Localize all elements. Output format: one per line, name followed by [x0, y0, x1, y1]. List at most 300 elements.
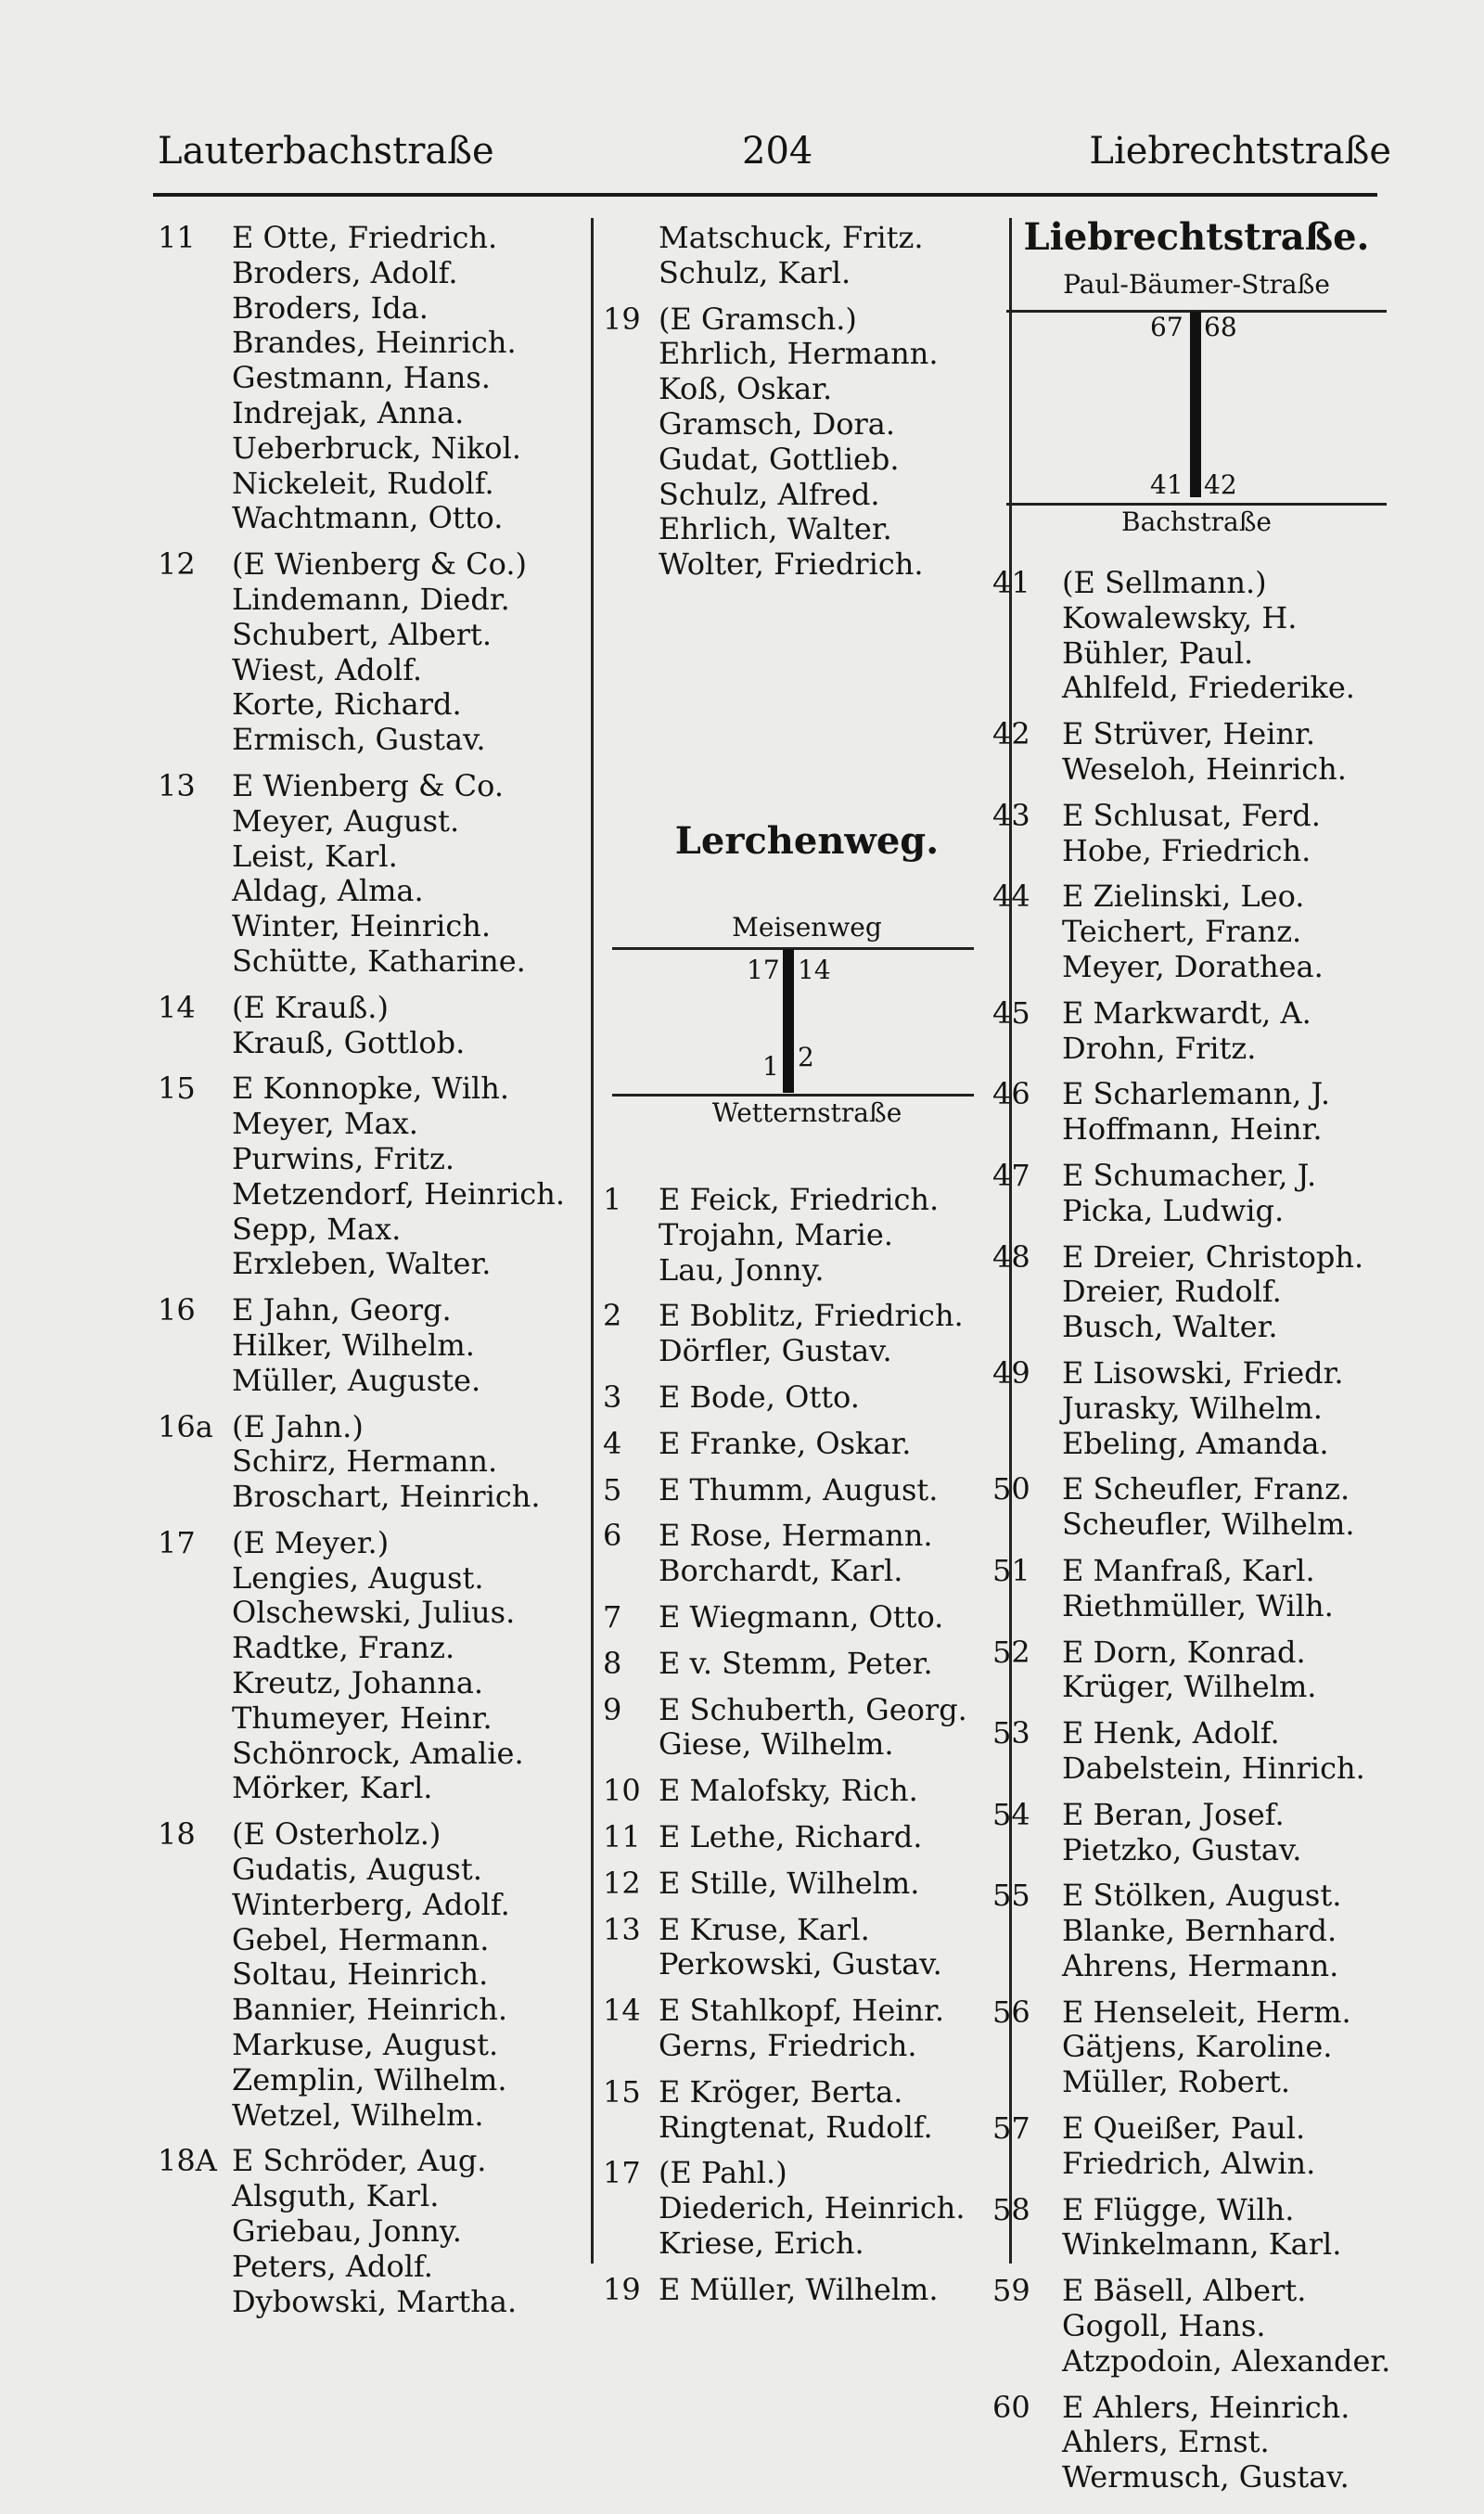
house-number: 4 — [603, 1425, 622, 1461]
house-number: 57 — [992, 2110, 1030, 2147]
directory-entry — [158, 1444, 603, 1480]
resident-name: Ehrlich, Hermann. — [659, 336, 939, 372]
directory-entry — [158, 547, 603, 583]
directory-entry — [992, 2193, 1401, 2228]
directory-entry — [603, 1218, 1011, 1253]
house-number: 9 — [603, 1691, 622, 1727]
directory-entry — [158, 1817, 603, 1853]
directory-entry — [992, 601, 1401, 636]
resident-name: Lau, Jonny. — [659, 1251, 825, 1288]
resident-name: Winterberg, Adolf. — [232, 1886, 510, 1922]
resident-name: Ringtenat, Rudolf. — [659, 2109, 933, 2145]
directory-entry — [992, 1589, 1401, 1624]
directory-entry — [992, 1392, 1401, 1427]
directory-entry — [992, 1275, 1401, 1310]
resident-name: Wachtmann, Otto. — [232, 500, 504, 536]
resident-name: Gramsch, Dora. — [659, 405, 896, 442]
directory-entry — [992, 1310, 1401, 1345]
resident-name: E Stille, Wilhelm. — [659, 1865, 920, 1901]
house-number: 58 — [992, 2191, 1030, 2227]
house-number: 16 — [158, 1292, 196, 1328]
resident-name: Meyer, Max. — [232, 1106, 418, 1142]
resident-name: Trojahn, Marie. — [659, 1216, 893, 1252]
directory-entry — [992, 1949, 1401, 1984]
resident-name: Gogoll, Hans. — [1062, 2308, 1266, 2344]
house-number: 49 — [992, 1354, 1030, 1391]
house-number: 11 — [158, 220, 196, 255]
directory-entry — [992, 1914, 1401, 1949]
house-number: 14 — [603, 1993, 641, 2029]
resident-name: Riethmüller, Wilh. — [1062, 1587, 1334, 1623]
resident-name: E Lethe, Richard. — [659, 1818, 923, 1854]
house-number: 3 — [603, 1379, 622, 1415]
resident-name: Kowalewsky, H. — [1062, 599, 1298, 635]
directory-entry — [158, 2250, 603, 2285]
liebrechtstrasse-residents — [992, 566, 1401, 2495]
resident-name: E Schröder, Aug. — [232, 2143, 487, 2179]
directory-entry — [158, 221, 603, 256]
resident-name: E Lisowski, Friedr. — [1062, 1354, 1344, 1391]
directory-entry — [158, 840, 603, 875]
directory-entry — [992, 2111, 1401, 2147]
resident-name: Ahlfeld, Friederike. — [1062, 670, 1355, 706]
resident-name: E Stahlkopf, Heinr. — [659, 1993, 945, 2029]
resident-name: Alsguth, Karl. — [232, 2178, 440, 2214]
directory-entry — [603, 2156, 1011, 2191]
resident-name: E Manfraß, Karl. — [1062, 1552, 1315, 1588]
resident-name: Jurasky, Wilhelm. — [1062, 1390, 1323, 1426]
resident-name: Leist, Karl. — [232, 838, 398, 874]
resident-name: Müller, Auguste. — [232, 1362, 481, 1398]
directory-entry — [158, 1247, 603, 1282]
directory-entry — [992, 1112, 1401, 1148]
resident-name: Broschart, Heinrich. — [232, 1479, 541, 1515]
resident-name: Ermisch, Gustav. — [232, 722, 486, 758]
house-number: 10 — [603, 1773, 641, 1809]
header-right-street: Liebrechtstraße — [1089, 130, 1391, 173]
resident-name: Winter, Heinrich. — [232, 908, 492, 944]
resident-name: E Dorn, Konrad. — [1062, 1634, 1306, 1670]
resident-name: Müller, Robert. — [1062, 2064, 1291, 2100]
directory-entry — [992, 1240, 1401, 1276]
resident-name: E Schumacher, J. — [1062, 1157, 1317, 1193]
directory-entry — [603, 1820, 1011, 1855]
header-rule — [153, 193, 1377, 197]
directory-entry — [603, 407, 1011, 443]
house-number: 50 — [992, 1471, 1030, 1507]
house-number: 42 — [992, 716, 1030, 752]
directory-entry — [158, 944, 603, 980]
resident-name: E Boblitz, Friedrich. — [659, 1298, 964, 1334]
directory-entry — [158, 1596, 603, 1631]
resident-name: Ehrlich, Walter. — [659, 511, 892, 547]
directory-entry — [158, 991, 603, 1026]
resident-name: Wermusch, Gustav. — [1062, 2459, 1350, 2495]
house-number: 12 — [603, 1865, 641, 1901]
resident-name: Radtke, Franz. — [232, 1630, 455, 1666]
lerchenweg-residents — [603, 1183, 1011, 2308]
lerchenweg-bottom-street: Wetternstraße — [711, 1097, 902, 1128]
resident-name: Atzpodoin, Alexander. — [1062, 2342, 1391, 2379]
resident-name: E Bode, Otto. — [659, 1379, 860, 1415]
resident-name: E Schlusat, Ferd. — [1062, 797, 1321, 833]
resident-name: Diederich, Heinrich. — [659, 2190, 966, 2226]
directory-entry — [603, 2029, 1011, 2064]
house-number: 52 — [992, 1634, 1030, 1670]
house-number: 44 — [992, 879, 1030, 915]
directory-entry — [158, 804, 603, 840]
house-number: 43 — [992, 797, 1030, 833]
lerchenweg-bottom-bar — [612, 1094, 974, 1097]
directory-entry — [992, 2460, 1401, 2495]
house-number: 15 — [158, 1071, 196, 1107]
directory-entry — [158, 431, 603, 467]
resident-name: Soltau, Heinrich. — [232, 1956, 489, 1993]
house-number: 17 — [158, 1524, 196, 1560]
directory-entry — [158, 1410, 603, 1445]
directory-entry — [992, 996, 1401, 1032]
directory-entry — [158, 687, 603, 723]
house-number: 16a — [158, 1408, 213, 1444]
resident-name: Indrejak, Anna. — [232, 394, 465, 430]
house-number: 15 — [603, 2073, 641, 2110]
directory-entry — [992, 717, 1401, 752]
directory-entry — [603, 1554, 1011, 1589]
directory-entry — [158, 2063, 603, 2098]
resident-name: Dabelstein, Hinrich. — [1062, 1750, 1365, 1786]
resident-name: Dörfler, Gustav. — [659, 1333, 892, 1369]
directory-entry — [992, 834, 1401, 869]
directory-entry — [158, 618, 603, 653]
directory-entry — [603, 2273, 1011, 2308]
directory-entry — [603, 1693, 1011, 1728]
resident-name: Wetzel, Wilhelm. — [232, 2097, 484, 2133]
resident-name: E Henseleit, Herm. — [1062, 1994, 1351, 2030]
resident-name: Zemplin, Wilhelm. — [232, 2061, 507, 2097]
directory-entry — [603, 1913, 1011, 1948]
directory-entry — [158, 1561, 603, 1597]
directory-entry — [158, 467, 603, 502]
directory-entry — [158, 2028, 603, 2063]
directory-entry — [603, 372, 1011, 407]
directory-entry — [603, 2191, 1011, 2226]
resident-name: E Henk, Adolf. — [1062, 1715, 1280, 1751]
resident-name: E Kröger, Berta. — [659, 2073, 903, 2110]
house-number: 46 — [992, 1076, 1030, 1112]
house-number: 45 — [992, 994, 1030, 1031]
directory-entry — [603, 2075, 1011, 2110]
resident-name: Metzendorf, Heinrich. — [232, 1175, 565, 1212]
directory-entry — [603, 1299, 1011, 1334]
resident-name: Ebeling, Amanda. — [1062, 1425, 1329, 1461]
resident-name: Broders, Adolf. — [232, 254, 458, 290]
directory-entry — [603, 1600, 1011, 1635]
house-number: 7 — [603, 1598, 622, 1635]
resident-name: Ahlers, Ernst. — [1062, 2424, 1270, 2460]
resident-name: Wiest, Adolf. — [232, 651, 423, 687]
directory-entry — [158, 291, 603, 327]
directory-entry — [992, 1554, 1401, 1589]
resident-name: Pietzko, Gustav. — [1062, 1831, 1302, 1867]
directory-entry — [158, 1107, 603, 1142]
resident-name: Wolter, Friedrich. — [659, 546, 924, 583]
resident-name: Meyer, August. — [232, 802, 460, 839]
liebrechtstrasse-top-street: Paul-Bäumer-Straße — [1063, 269, 1330, 300]
directory-entry — [992, 2344, 1401, 2379]
house-number: 60 — [992, 2389, 1030, 2425]
directory-entry — [992, 2274, 1401, 2309]
directory-entry — [158, 2179, 603, 2214]
resident-name: Gebel, Hermann. — [232, 1921, 490, 1957]
directory-entry — [992, 1032, 1401, 1067]
directory-entry — [992, 2425, 1401, 2460]
resident-name: Giese, Wilhelm. — [659, 1726, 894, 1763]
house-number: 1 — [603, 1181, 622, 1217]
resident-name: E Strüver, Heinr. — [1062, 716, 1315, 752]
resident-name: Bühler, Paul. — [1062, 635, 1254, 671]
directory-entry — [158, 501, 603, 536]
column-middle — [603, 221, 1011, 2307]
directory-entry — [992, 1798, 1401, 1833]
house-number: 55 — [992, 1878, 1030, 1914]
directory-entry — [158, 1631, 603, 1666]
directory-entry — [992, 1879, 1401, 1914]
liebrechtstrasse-num-bottom-left: 41 — [1150, 469, 1183, 500]
directory-entry — [158, 1071, 603, 1107]
resident-name: (E Osterholz.) — [232, 1816, 441, 1853]
resident-name: Sepp, Max. — [232, 1211, 402, 1247]
resident-name: Gudatis, August. — [232, 1852, 482, 1888]
resident-name: E Jahn, Georg. — [232, 1292, 452, 1328]
directory-entry — [992, 636, 1401, 672]
street-title-lerchenweg: Lerchenweg. — [674, 818, 940, 863]
house-number: 18A — [158, 2143, 217, 2179]
resident-name: Picka, Ludwig. — [1062, 1192, 1285, 1228]
resident-name: (E Pahl.) — [659, 2155, 787, 2191]
directory-entry — [158, 1328, 603, 1364]
resident-name: Hilker, Wilhelm. — [232, 1327, 475, 1363]
resident-name: (E Sellmann.) — [1062, 565, 1267, 600]
resident-name: E Flügge, Wilh. — [1062, 2191, 1295, 2227]
directory-entry — [992, 1833, 1401, 1868]
lerchenweg-num-top-right: 14 — [798, 954, 831, 985]
house-number: 18 — [158, 1816, 196, 1853]
resident-name: Hobe, Friedrich. — [1062, 832, 1311, 868]
directory-entry — [603, 1427, 1011, 1462]
directory-entry — [158, 2144, 603, 2179]
directory-entry — [992, 1995, 1401, 2031]
directory-entry — [603, 1473, 1011, 1508]
lerchenweg-num-top-left: 17 — [747, 954, 780, 985]
directory-entry — [158, 2214, 603, 2250]
directory-entry — [158, 326, 603, 361]
resident-name: E Feick, Friedrich. — [659, 1181, 940, 1217]
lerchenweg-top-street: Meisenweg — [732, 911, 882, 943]
directory-entry — [158, 583, 603, 618]
directory-entry — [992, 2147, 1401, 2182]
directory-entry — [158, 909, 603, 944]
directory-entry — [992, 2391, 1401, 2426]
column-lauterbachstrasse — [158, 221, 603, 2319]
directory-entry — [158, 1923, 603, 1958]
resident-name: E Kruse, Karl. — [659, 1911, 870, 1947]
house-number: 13 — [158, 767, 196, 803]
house-number: 6 — [603, 1518, 622, 1554]
directory-entry — [603, 221, 1011, 256]
directory-entry — [992, 1194, 1401, 1229]
directory-entry — [603, 337, 1011, 372]
resident-name: (E Wienberg & Co.) — [232, 546, 527, 583]
resident-name: Meyer, Dorathea. — [1062, 948, 1324, 984]
resident-name: Griebau, Jonny. — [232, 2213, 462, 2250]
directory-entry — [603, 2226, 1011, 2262]
resident-name: Markuse, August. — [232, 2027, 499, 2063]
house-number: 41 — [992, 565, 1030, 600]
resident-name: E Scharlemann, J. — [1062, 1076, 1331, 1112]
house-number: 19 — [603, 301, 641, 337]
resident-name: Blanke, Bernhard. — [1062, 1913, 1337, 1949]
directory-entry — [158, 2285, 603, 2320]
directory-entry — [992, 799, 1401, 834]
directory-entry — [158, 1771, 603, 1806]
house-number: 51 — [992, 1552, 1030, 1588]
directory-entry — [158, 769, 603, 804]
liebrechtstrasse-num-bottom-right: 42 — [1204, 469, 1237, 500]
resident-name: Erxleben, Walter. — [232, 1246, 492, 1282]
resident-name: E Otte, Friedrich. — [232, 220, 498, 255]
house-number: 11 — [603, 1818, 641, 1854]
resident-name: Mörker, Karl. — [232, 1770, 433, 1806]
resident-name: E Franke, Oskar. — [659, 1425, 912, 1461]
directory-entry — [158, 1212, 603, 1248]
house-number: 12 — [158, 546, 196, 583]
directory-entry — [992, 1356, 1401, 1392]
directory-entry — [158, 1666, 603, 1701]
resident-name: E Markwardt, A. — [1062, 994, 1311, 1031]
directory-entry — [603, 1183, 1011, 1218]
resident-name: (E Gramsch.) — [659, 301, 857, 337]
resident-name: Gätjens, Karoline. — [1062, 2029, 1333, 2065]
house-number: 53 — [992, 1715, 1030, 1751]
resident-name: Krüger, Wilhelm. — [1062, 1669, 1317, 1705]
resident-name: E Rose, Hermann. — [659, 1518, 933, 1554]
directory-entry — [158, 1888, 603, 1923]
lerchenweg-num-bottom-right: 2 — [798, 1041, 814, 1072]
resident-name: Weseloh, Heinrich. — [1062, 750, 1347, 787]
resident-name: Kriese, Erich. — [659, 2225, 864, 2261]
liebrechtstrasse-diagram — [992, 263, 1401, 542]
directory-entry — [158, 1026, 603, 1061]
resident-name: Ueberbruck, Nikol. — [232, 430, 521, 466]
directory-entry — [158, 1957, 603, 1993]
house-number: 19 — [603, 2271, 641, 2307]
resident-name: E Wienberg & Co. — [232, 767, 505, 803]
directory-entry — [158, 2098, 603, 2134]
resident-name: Matschuck, Fritz. — [659, 220, 924, 255]
directory-entry — [603, 443, 1011, 478]
resident-name: Gerns, Friedrich. — [659, 2027, 917, 2063]
resident-name: Schulz, Alfred. — [659, 476, 880, 512]
directory-entry — [158, 396, 603, 431]
directory-entry — [603, 1253, 1011, 1289]
page-header — [158, 130, 1391, 195]
page-number: 204 — [742, 130, 813, 173]
directory-entry — [603, 1774, 1011, 1809]
directory-entry — [158, 1293, 603, 1328]
directory-entry — [158, 1142, 603, 1177]
resident-name: E Scheufler, Franz. — [1062, 1471, 1350, 1507]
liebrechtstrasse-stem — [1190, 312, 1201, 497]
lerchenweg-num-bottom-left: 1 — [762, 1050, 779, 1082]
directory-entry — [992, 1635, 1401, 1671]
resident-name: Schirz, Hermann. — [232, 1443, 498, 1480]
resident-name: Schubert, Albert. — [232, 616, 493, 652]
resident-name: Peters, Adolf. — [232, 2248, 433, 2284]
resident-name: E v. Stemm, Peter. — [659, 1645, 933, 1681]
resident-name: E Thumm, August. — [659, 1471, 939, 1507]
resident-name: Purwins, Fritz. — [232, 1140, 455, 1176]
lerchenweg-diagram — [603, 912, 1011, 1135]
resident-name: E Wiegmann, Otto. — [659, 1598, 944, 1635]
directory-entry — [992, 1077, 1401, 1112]
directory-entry — [158, 874, 603, 909]
directory-entry — [603, 1727, 1011, 1763]
resident-name: E Dreier, Christoph. — [1062, 1238, 1364, 1275]
resident-name: Aldag, Alma. — [232, 873, 424, 909]
resident-name: Gudat, Gottlieb. — [659, 441, 900, 477]
resident-name: Teichert, Franz. — [1062, 914, 1302, 950]
house-number: 47 — [992, 1157, 1030, 1193]
house-number: 56 — [992, 1994, 1030, 2030]
resident-name: Gestmann, Hans. — [232, 360, 491, 396]
column-liebrechtstrasse — [992, 215, 1401, 2495]
resident-name: Krauß, Gottlob. — [232, 1024, 466, 1060]
directory-entry — [158, 1993, 603, 2028]
resident-name: Bannier, Heinrich. — [232, 1992, 508, 2028]
liebrechtstrasse-num-top-left: 67 — [1150, 312, 1183, 342]
directory-entry — [158, 1701, 603, 1737]
directory-entry — [158, 1737, 603, 1772]
directory-entry — [603, 1994, 1011, 2029]
directory-entry — [992, 915, 1401, 950]
directory-entry — [158, 723, 603, 758]
liebrechtstrasse-bottom-street: Bachstraße — [1121, 507, 1272, 537]
resident-name: Brandes, Heinrich. — [232, 325, 517, 361]
directory-entry — [992, 1472, 1401, 1507]
resident-name: Thumeyer, Heinr. — [232, 1700, 493, 1736]
directory-entry — [992, 1670, 1401, 1705]
resident-name: Schönrock, Amalie. — [232, 1735, 524, 1771]
house-number: 59 — [992, 2273, 1030, 2309]
directory-entry — [992, 566, 1401, 601]
resident-name: E Beran, Josef. — [1062, 1796, 1285, 1832]
directory-entry — [603, 1947, 1011, 1982]
directory-entry — [992, 1427, 1401, 1462]
directory-entry — [992, 752, 1401, 788]
directory-entry — [992, 1507, 1401, 1543]
resident-name: Koß, Oskar. — [659, 371, 833, 407]
directory-entry — [992, 1751, 1401, 1787]
directory-entry — [992, 2065, 1401, 2100]
resident-name: E Schuberth, Georg. — [659, 1691, 967, 1727]
resident-name: Borchardt, Karl. — [659, 1553, 903, 1589]
directory-entry — [158, 1480, 603, 1515]
directory-entry — [992, 2030, 1401, 2065]
resident-name: Broders, Ida. — [232, 289, 429, 326]
resident-name: Nickeleit, Rudolf. — [232, 465, 494, 501]
house-number: 13 — [603, 1911, 641, 1947]
directory-entry — [992, 1159, 1401, 1194]
